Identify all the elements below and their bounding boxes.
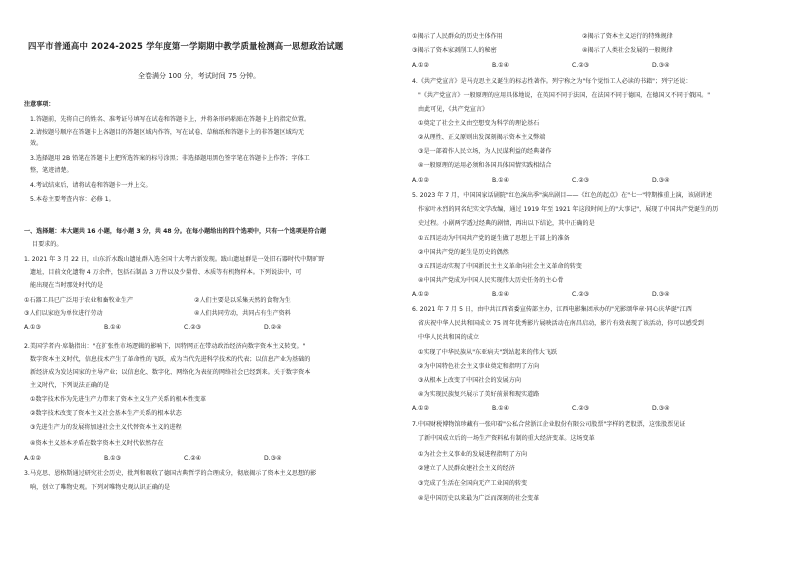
q5-stem: 作家叶永烈的同名纪实文学改编，通过 1919 年至 1921 年这段时间上的"大事记"，展现了中国共产党诞生的历 (418, 206, 719, 213)
q1-option[interactable]: ②人们主要是以采集天然的食物为生 (194, 297, 291, 304)
section-heading: 一、选择题：本大题共 16 小题，每小题 3 分，共 48 分。在每小题给出的四个选项中，只有一个选项是符合题 (24, 228, 327, 235)
q5-stem: 史过程。小剧两学透过经典的剧情，再出以下结论，其中正确的是 (418, 220, 595, 227)
q5-stem: 5. 2023 年 7 月，中国国家话剧院"红色演出季"演出剧目——《红色的起点》在"七一"特期推重上演，该剧讲述 (412, 192, 713, 199)
q3-option[interactable]: ③揭示了资本家剥削工人的秘密 (412, 47, 497, 54)
q7-stem: 7.中国财税博物馆珍藏有一张印着"公私合营浙江企业股份有限公司股票"字样的老股票，这张股票见证 (412, 421, 686, 428)
note-line: 5.本卷主要考查内容：必修 1。 (30, 196, 115, 203)
q1-options-row (24, 297, 364, 305)
section-heading: 目要求的。 (32, 241, 63, 248)
q1-choice-c[interactable]: C.②③ (184, 324, 202, 331)
q3-stem: 3.马克思、恩格斯通过研究社会历史，批判和吸收了德国古典哲学的合理成分，彻底揭示了资本主义思想的影 (24, 470, 317, 477)
q3-choice-b[interactable]: B.①④ (492, 62, 510, 69)
q1-option[interactable]: ①石器工具已广泛用于农业和畜牧业生产 (24, 297, 134, 304)
q4-choice-a[interactable]: A.①② (412, 177, 429, 184)
q2-choice-b[interactable]: B.①③ (104, 455, 122, 462)
exam-title: 四平市普通高中 2024-2025 学年度第一学期期中教学质量检测高一思想政治试题 (28, 41, 344, 51)
q1-stem: 遗址，目前文化遗物 4 万余件，包括石制品 3 万件以及少量骨、木质等有机物样本。下列说法中，可 (30, 269, 302, 276)
q2-stem: 主义时代，下列说法正确的是 (30, 382, 110, 389)
q2-choice-c[interactable]: C.②④ (184, 455, 202, 462)
q6-choice-d[interactable]: D.③④ (652, 405, 670, 412)
q1-choices (24, 324, 344, 332)
q3-options-row (412, 33, 752, 41)
q5-option[interactable]: ③五四运动实现了中国新民主主义革命向社会主义革命的转变 (418, 263, 582, 270)
q6-choice-a[interactable]: A.①② (412, 405, 429, 412)
q7-option[interactable]: ④是中国历史以来最为广泛而深刻的社会变革 (418, 495, 540, 502)
q5-choice-a[interactable]: A.①② (412, 291, 429, 298)
q5-choice-c[interactable]: C.②③ (572, 291, 590, 298)
q1-choice-d[interactable]: D.②④ (264, 324, 282, 331)
q6-choices (412, 405, 732, 413)
q2-option[interactable]: ②数字技术改变了资本主义社会基本生产关系的根本状态 (30, 410, 182, 417)
q1-stem: 1. 2021 年 3 月 22 日，山东沂水跋山遗址群入选全国十大考古新发现。跋山遗址群是一处旧石器时代中期旷野 (24, 256, 325, 263)
q6-stem: 6. 2021 年 7 月 5 日，由中共江西省委宣传部主办，江西电影集团承办的"光影颂华章·同心庆华诞"江西 (412, 306, 692, 313)
q2-stem: 新经济成为发达国家的主导产业；以信息化、数字化、网络化为表征的网络社会已经到来。关于数字资本 (30, 369, 311, 376)
q3-choice-a[interactable]: A.①② (412, 62, 429, 69)
q6-option[interactable]: ②为中国特色社会主义事业奠定和指明了方向 (418, 363, 540, 370)
q4-option[interactable]: ③是一部着作人民立场，为人民谋利益的经典著作 (418, 148, 552, 155)
notes-heading: 注意事项： (24, 101, 55, 108)
q5-choice-b[interactable]: B.①④ (492, 291, 510, 298)
q5-option[interactable]: ②中国共产党的诞生是历史的偶然 (418, 249, 509, 256)
q2-choices (24, 455, 344, 463)
note-line: 2.请按题号顺序在答题卡上各题目的答题区域内作答，写在试卷、草稿纸和答题卡上的非答题区域均无 (30, 129, 304, 136)
q2-choice-d[interactable]: D.③④ (264, 455, 282, 462)
q1-choice-b[interactable]: B.①④ (104, 324, 122, 331)
q4-stem: 4.《共产党宣言》是马克思主义诞生的标志性著作。列宁称之为"每个觉悟工人必读的书籍"；列宁还说： (412, 78, 692, 85)
q2-stem: 2.美国学者内·席勒指出："在扩张性市场逻辑的影响下，因特网正在带动政治经济向数字资本主义转变。" (24, 343, 306, 350)
q2-option[interactable]: ①数字技术作为先进生产力带来了资本主义生产关系的根本性变革 (30, 396, 207, 403)
q5-choice-d[interactable]: D.③④ (652, 291, 670, 298)
q1-options-row (24, 310, 364, 318)
note-line: 整，笔迹清楚。 (30, 167, 73, 174)
q4-stem: "《共产党宣言》一般原理的应用具体地说，在英国不同于法国，在法国不同于德国，在德国又不同于俄国。" (418, 92, 711, 99)
q3-option[interactable]: ①揭示了人民群众的历史主体作用 (412, 33, 503, 40)
q3-choice-d[interactable]: D.③④ (652, 62, 670, 69)
q6-stem: 中华人民共和国的成立 (418, 334, 479, 341)
q3-options-row (412, 47, 752, 55)
q6-choice-b[interactable]: B.①④ (492, 405, 510, 412)
q4-option[interactable]: ④一般原理的运用必须和各国具体国情实践相结合 (418, 162, 552, 169)
q4-choice-b[interactable]: B.①④ (492, 177, 510, 184)
q1-stem: 能出现在当时那处时代的是 (30, 282, 104, 289)
note-line: 效。 (30, 140, 43, 147)
q6-option[interactable]: ④为实现民族复兴展示了美好前景和现实道路 (418, 391, 540, 398)
q7-option[interactable]: ②建立了人民群众建社会主义的经济 (418, 465, 515, 472)
q2-option[interactable]: ③先进生产力的发展将加速社会主义代替资本主义的进程 (30, 424, 182, 431)
q3-option[interactable]: ④揭示了人类社会发展的一般规律 (582, 47, 673, 54)
q4-choice-c[interactable]: C.②③ (572, 177, 590, 184)
q2-choice-a[interactable]: A.①② (24, 455, 41, 462)
note-line: 4.考试结束后，请将试卷和答题卡一并上交。 (30, 182, 152, 189)
q2-stem: 数字资本主义时代，信息技术产生了革命性的飞跃，成为当代先进科学技术的代表；以信息产业为基础的 (30, 356, 311, 363)
q7-option[interactable]: ③完成了生活在全国向无产工业国的转变 (418, 480, 528, 487)
q3-option[interactable]: ②揭示了资本主义运行的特殊规律 (582, 33, 673, 40)
note-line: 3.选择题用 2B 铅笔在答题卡上把所选答案的标号涂黑；非选择题用黑色签字笔在答题卡上作答；字体工 (30, 155, 310, 162)
q4-choices (412, 177, 732, 185)
q6-stem: 省庆祝中华人民共和国成立 75 周年优秀影片展映活动在南昌启动，影片有效表现了该活动，你可以感受到 (418, 320, 704, 327)
q3-choices (412, 62, 732, 70)
q2-option[interactable]: ④资本主义基本矛盾在数字资本主义时代依然存在 (30, 440, 164, 447)
q4-choice-d[interactable]: D.③④ (652, 177, 670, 184)
q3-choice-c[interactable]: C.②③ (572, 62, 590, 69)
q3-stem: 响，创立了唯物史观。下列对唯物史观认识正确的是 (30, 484, 171, 491)
q5-choices (412, 291, 732, 299)
q4-stem: 由此可见，《共产党宣言》 (418, 106, 489, 113)
q5-option[interactable]: ④中国共产党成为中国人民实现伟大历史任务的主心骨 (418, 277, 564, 284)
q1-option[interactable]: ④人们共同劳动，共同占有生产资料 (194, 310, 291, 317)
q1-choice-a[interactable]: A.①③ (24, 324, 41, 331)
q6-option[interactable]: ①实现了中华民族从"东亚病夫"到站起来的伟大飞跃 (418, 349, 558, 356)
q4-option[interactable]: ①奠定了社会主义由空想变为科学的理论基石 (418, 120, 540, 127)
exam-subtitle: 全卷满分 100 分，考试时间 75 分钟。 (138, 72, 261, 80)
q1-option[interactable]: ③人们以家庭为单位进行劳动 (24, 310, 103, 317)
q6-option[interactable]: ③从根本上改变了中国社会的发展方向 (418, 377, 521, 384)
q6-choice-c[interactable]: C.②③ (572, 405, 590, 412)
note-line: 1.答题前，先将自己的姓名、准考证号填写在试卷和答题卡上，并将条形码粘贴在答题卡上的指定位置。 (30, 116, 311, 123)
q7-stem: 了新中国成立后的一场生产资料私有制的重大经济变革。这场变革 (418, 435, 595, 442)
q4-option[interactable]: ②从理性、正义原则出发深刻揭示资本主义弊端 (418, 134, 546, 141)
q7-option[interactable]: ①为社会主义事业的发展进程指明了方向 (418, 451, 528, 458)
q5-option[interactable]: ①五四运动为中国共产党的诞生做了思想上干部上的准备 (418, 235, 570, 242)
